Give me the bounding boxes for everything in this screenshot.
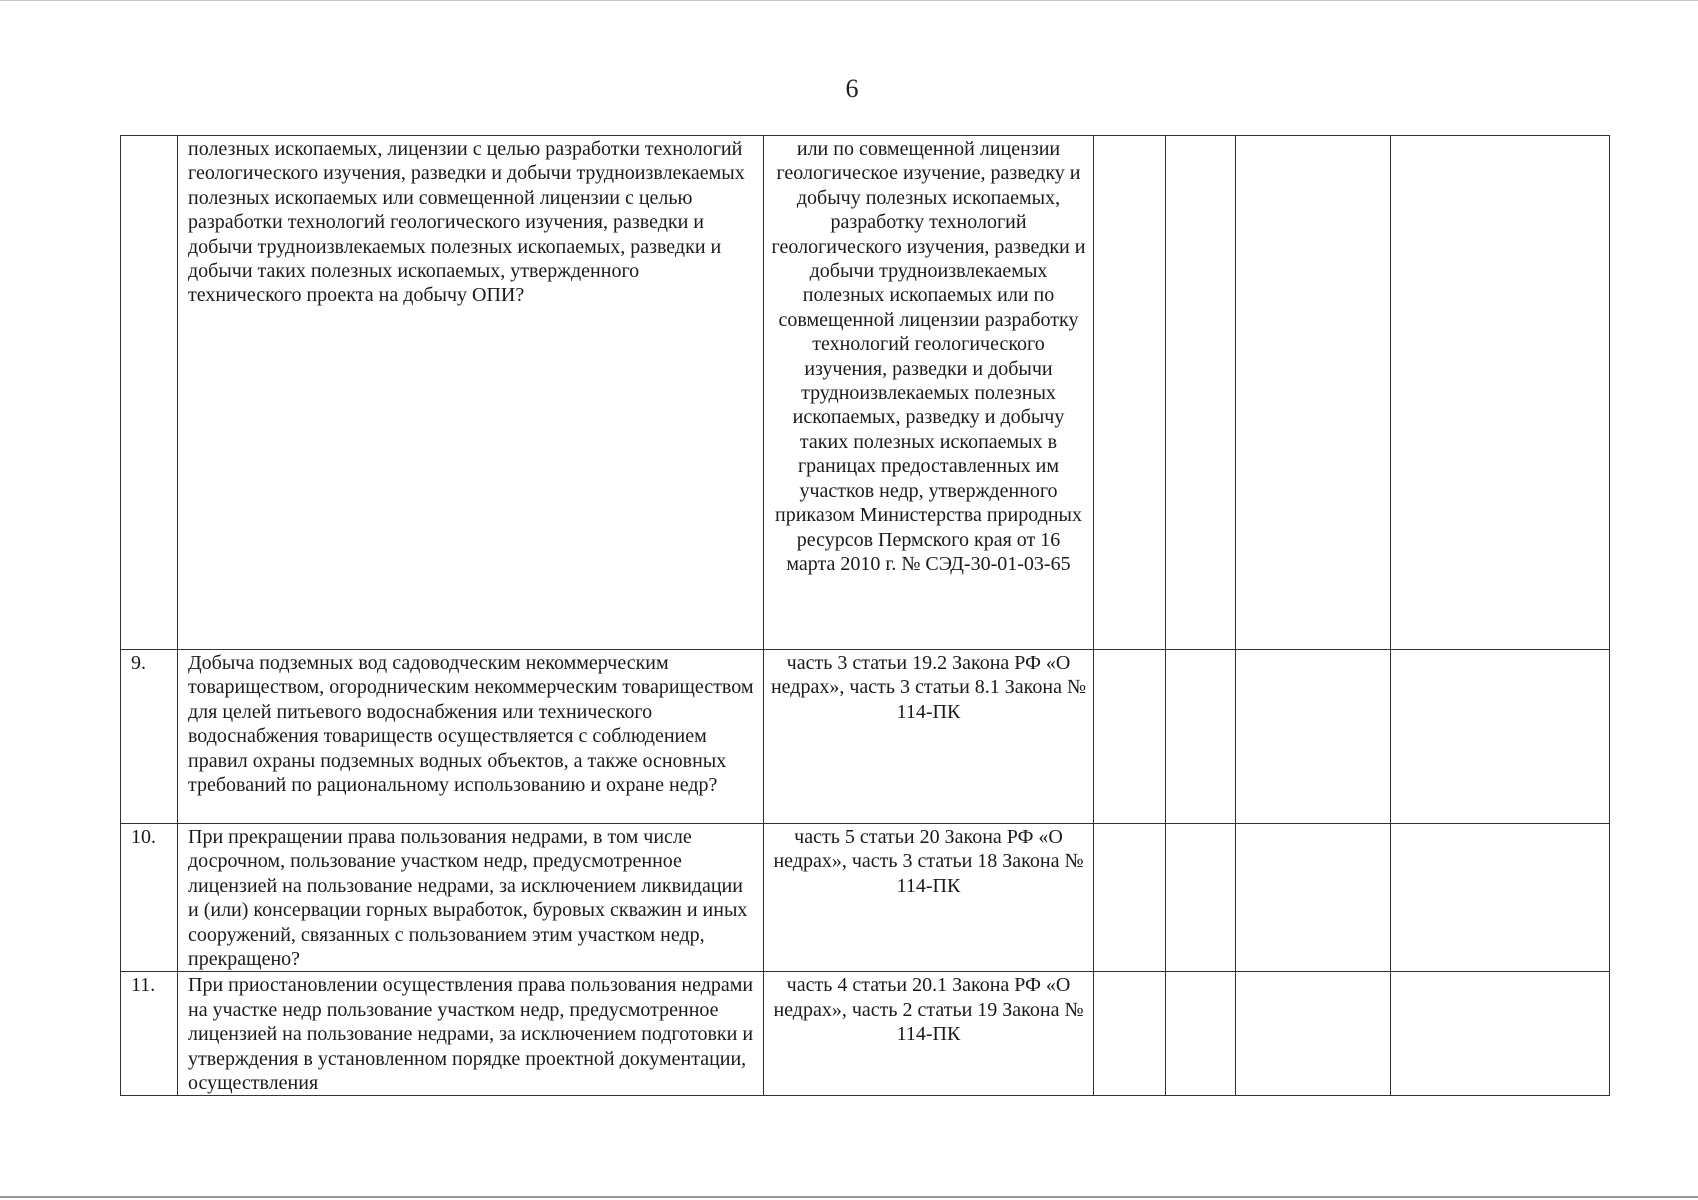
table-row bbox=[121, 136, 1610, 650]
legal-basis-cell: или по совмещенной лицензии геологическое изучение, разведку и добычу полезных ископаемых, разработку технологий геологического изучения, разведки и добычи трудноизвлекаемых полезных ископаемых или по совмещенной лицензии разработку технологий геологического изучения, разведки и добычи трудноизвлекаемых полезных ископаемых, разведку и добычу таких полезных ископаемых в границах предоставленных им участков недр, утвержденного приказом Министерства природных ресурсов Пермского края от 16 марта 2010 г. № СЭД-30-01-03-65 bbox=[764, 136, 1094, 650]
empty-cell bbox=[1094, 824, 1166, 972]
empty-cell bbox=[1094, 650, 1166, 824]
empty-cell bbox=[1236, 824, 1391, 972]
table-row bbox=[121, 824, 1610, 972]
row-number: 10. bbox=[121, 824, 178, 972]
empty-cell bbox=[1236, 136, 1391, 650]
table-row bbox=[121, 650, 1610, 824]
empty-cell bbox=[1391, 136, 1610, 650]
empty-cell bbox=[1391, 824, 1610, 972]
legal-basis-cell: часть 3 статьи 19.2 Закона РФ «О недрах», часть 3 статьи 8.1 Закона № 114-ПК bbox=[764, 650, 1094, 824]
scan-edge-top bbox=[0, 0, 1698, 1]
row-number: 11. bbox=[121, 972, 178, 1096]
page-number: 6 bbox=[845, 74, 859, 103]
legal-basis-cell: часть 5 статьи 20 Закона РФ «О недрах», часть 3 статьи 18 Закона № 114-ПК bbox=[764, 824, 1094, 972]
empty-cell bbox=[1391, 972, 1610, 1096]
empty-cell bbox=[1166, 824, 1236, 972]
empty-cell bbox=[1094, 972, 1166, 1096]
question-cell: Добыча подземных вод садоводческим некоммерческим товариществом, огородническим некоммерческим товариществом для целей питьевого водоснабжения или технического водоснабжения товариществ осуществляется с соблюдением правил охраны подземных водных объектов, а также основных требований по рациональному использованию и охране недр? bbox=[178, 650, 764, 824]
table-row bbox=[121, 972, 1610, 1096]
checklist-table bbox=[120, 135, 1610, 1096]
empty-cell bbox=[1166, 650, 1236, 824]
empty-cell bbox=[1166, 972, 1236, 1096]
empty-cell bbox=[1391, 650, 1610, 824]
empty-cell bbox=[1236, 650, 1391, 824]
question-cell: При приостановлении осуществления права пользования недрами на участке недр пользование участком недр, предусмотренное лицензией на пользование недрами, за исключением подготовки и утверждения в установленном порядке проектной документации, осуществления bbox=[178, 972, 764, 1096]
row-number: 9. bbox=[121, 650, 178, 824]
scan-edge-bottom bbox=[0, 1196, 1698, 1198]
empty-cell bbox=[1236, 972, 1391, 1096]
legal-basis-cell: часть 4 статьи 20.1 Закона РФ «О недрах», часть 2 статьи 19 Закона № 114-ПК bbox=[764, 972, 1094, 1096]
row-number bbox=[121, 136, 178, 650]
question-cell: полезных ископаемых, лицензии с целью разработки технологий геологического изучения, разведки и добычи трудноизвлекаемых полезных ископаемых или совмещенной лицензии с целью разработки технологий геологического изучения, разведки и добычи трудноизвлекаемых полезных ископаемых, разведки и добычи таких полезных ископаемых, утвержденного технического проекта на добычу ОПИ? bbox=[178, 136, 764, 650]
empty-cell bbox=[1166, 136, 1236, 650]
empty-cell bbox=[1094, 136, 1166, 650]
question-cell: При прекращении права пользования недрами, в том числе досрочном, пользование участком недр, предусмотренное лицензией на пользование недрами, за исключением ликвидации и (или) консервации горных выработок, буровых скважин и иных сооружений, связанных с пользованием этим участком недр, прекращено? bbox=[178, 824, 764, 972]
